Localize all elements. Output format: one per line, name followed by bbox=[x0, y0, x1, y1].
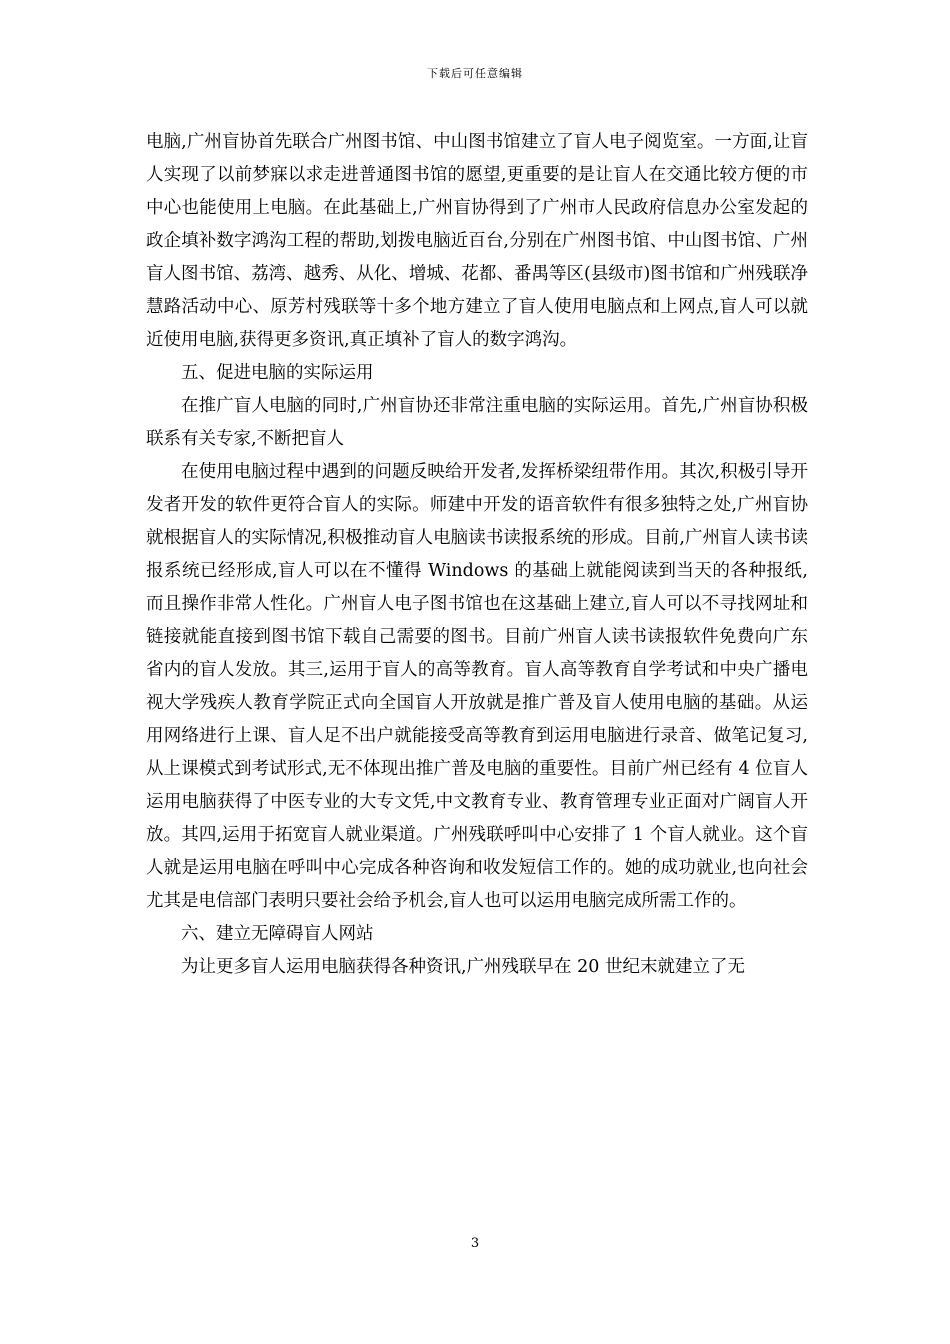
paragraph-practical-use: 在使用电脑过程中遇到的问题反映给开发者,发挥桥梁纽带作用。其次,积极引导开发者开发的软件更符合盲人的实际。师建中开发的语音软件有很多独特之处,广州盲协就根据盲人的实际情况,积极推动盲人电脑读书读报系统的形成。目前,广州盲人读书读报系统已经形成,盲人可以在不懂得 Windows 的基础上就能阅读到当天的各种报纸,而且操作非常人性化。广州盲人电子图书馆也在这基础上建立,盲人可以不寻找网址和链接就能直接到图书馆下载自己需要的图书。目前广州盲人读书读报软件免费向广东省内的盲人发放。其三,运用于盲人的高等教育。盲人高等教育自学考试和中央广播电视大学残疾人教育学院正式向全国盲人开放就是推广普及盲人使用电脑的基础。从运用网络进行上课、盲人足不出户就能接受高等教育到运用电脑进行录音、做笔记复习,从上课模式到考试形式,无不体现出推广普及电脑的重要性。目前广州已经有 4 位盲人运用电脑获得了中医专业的大专文凭,中文教育专业、教育管理专业正面对广阔盲人开放。其四,运用于拓宽盲人就业渠道。广州残联呼叫中心安排了 1 个盲人就业。这个盲人就是运用电脑在呼叫中心完成各种咨询和收发短信工作的。她的成功就业,也向社会尤其是电信部门表明只要社会给予机会,盲人也可以运用电脑完成所需工作的。 bbox=[146, 462, 808, 911]
paragraph-promotion-intro: 在推广盲人电脑的同时,广州盲协还非常注重电脑的实际运用。首先,广州盲协积极联系有关专家,不断把盲人 bbox=[146, 396, 808, 449]
paragraph-computer-reading-rooms: 电脑,广州盲协首先联合广州图书馆、中山图书馆建立了盲人电子阅览室。一方面,让盲人实现了以前梦寐以求走进普通图书馆的愿望,更重要的是让盲人在交通比较方便的市中心也能使用上电脑。在此基础上,广州盲协得到了广州市人民政府信息办公室发起的政企填补数字鸿沟工程的帮助,划拨电脑近百台,分别在广州图书馆、中山图书馆、广州盲人图书馆、荔湾、越秀、从化、增城、花都、番禺等区(县级市)图书馆和广州残联净慧路活动中心、原芳村残联等十多个地方建立了盲人使用电脑点和上网点,盲人可以就近使用电脑,获得更多资讯,真正填补了盲人的数字鸿沟。 bbox=[146, 132, 808, 350]
document-body bbox=[146, 126, 808, 984]
section-heading-5: 五、促进电脑的实际运用 bbox=[181, 363, 374, 383]
page-header-note: 下载后可任意编辑 bbox=[427, 67, 523, 80]
section-heading-6: 六、建立无障碍盲人网站 bbox=[181, 924, 374, 944]
page-number: 3 bbox=[470, 1236, 480, 1251]
paragraph-accessible-website: 为让更多盲人运用电脑获得各种资讯,广州残联早在 20 世纪末就建立了无 bbox=[181, 957, 745, 977]
